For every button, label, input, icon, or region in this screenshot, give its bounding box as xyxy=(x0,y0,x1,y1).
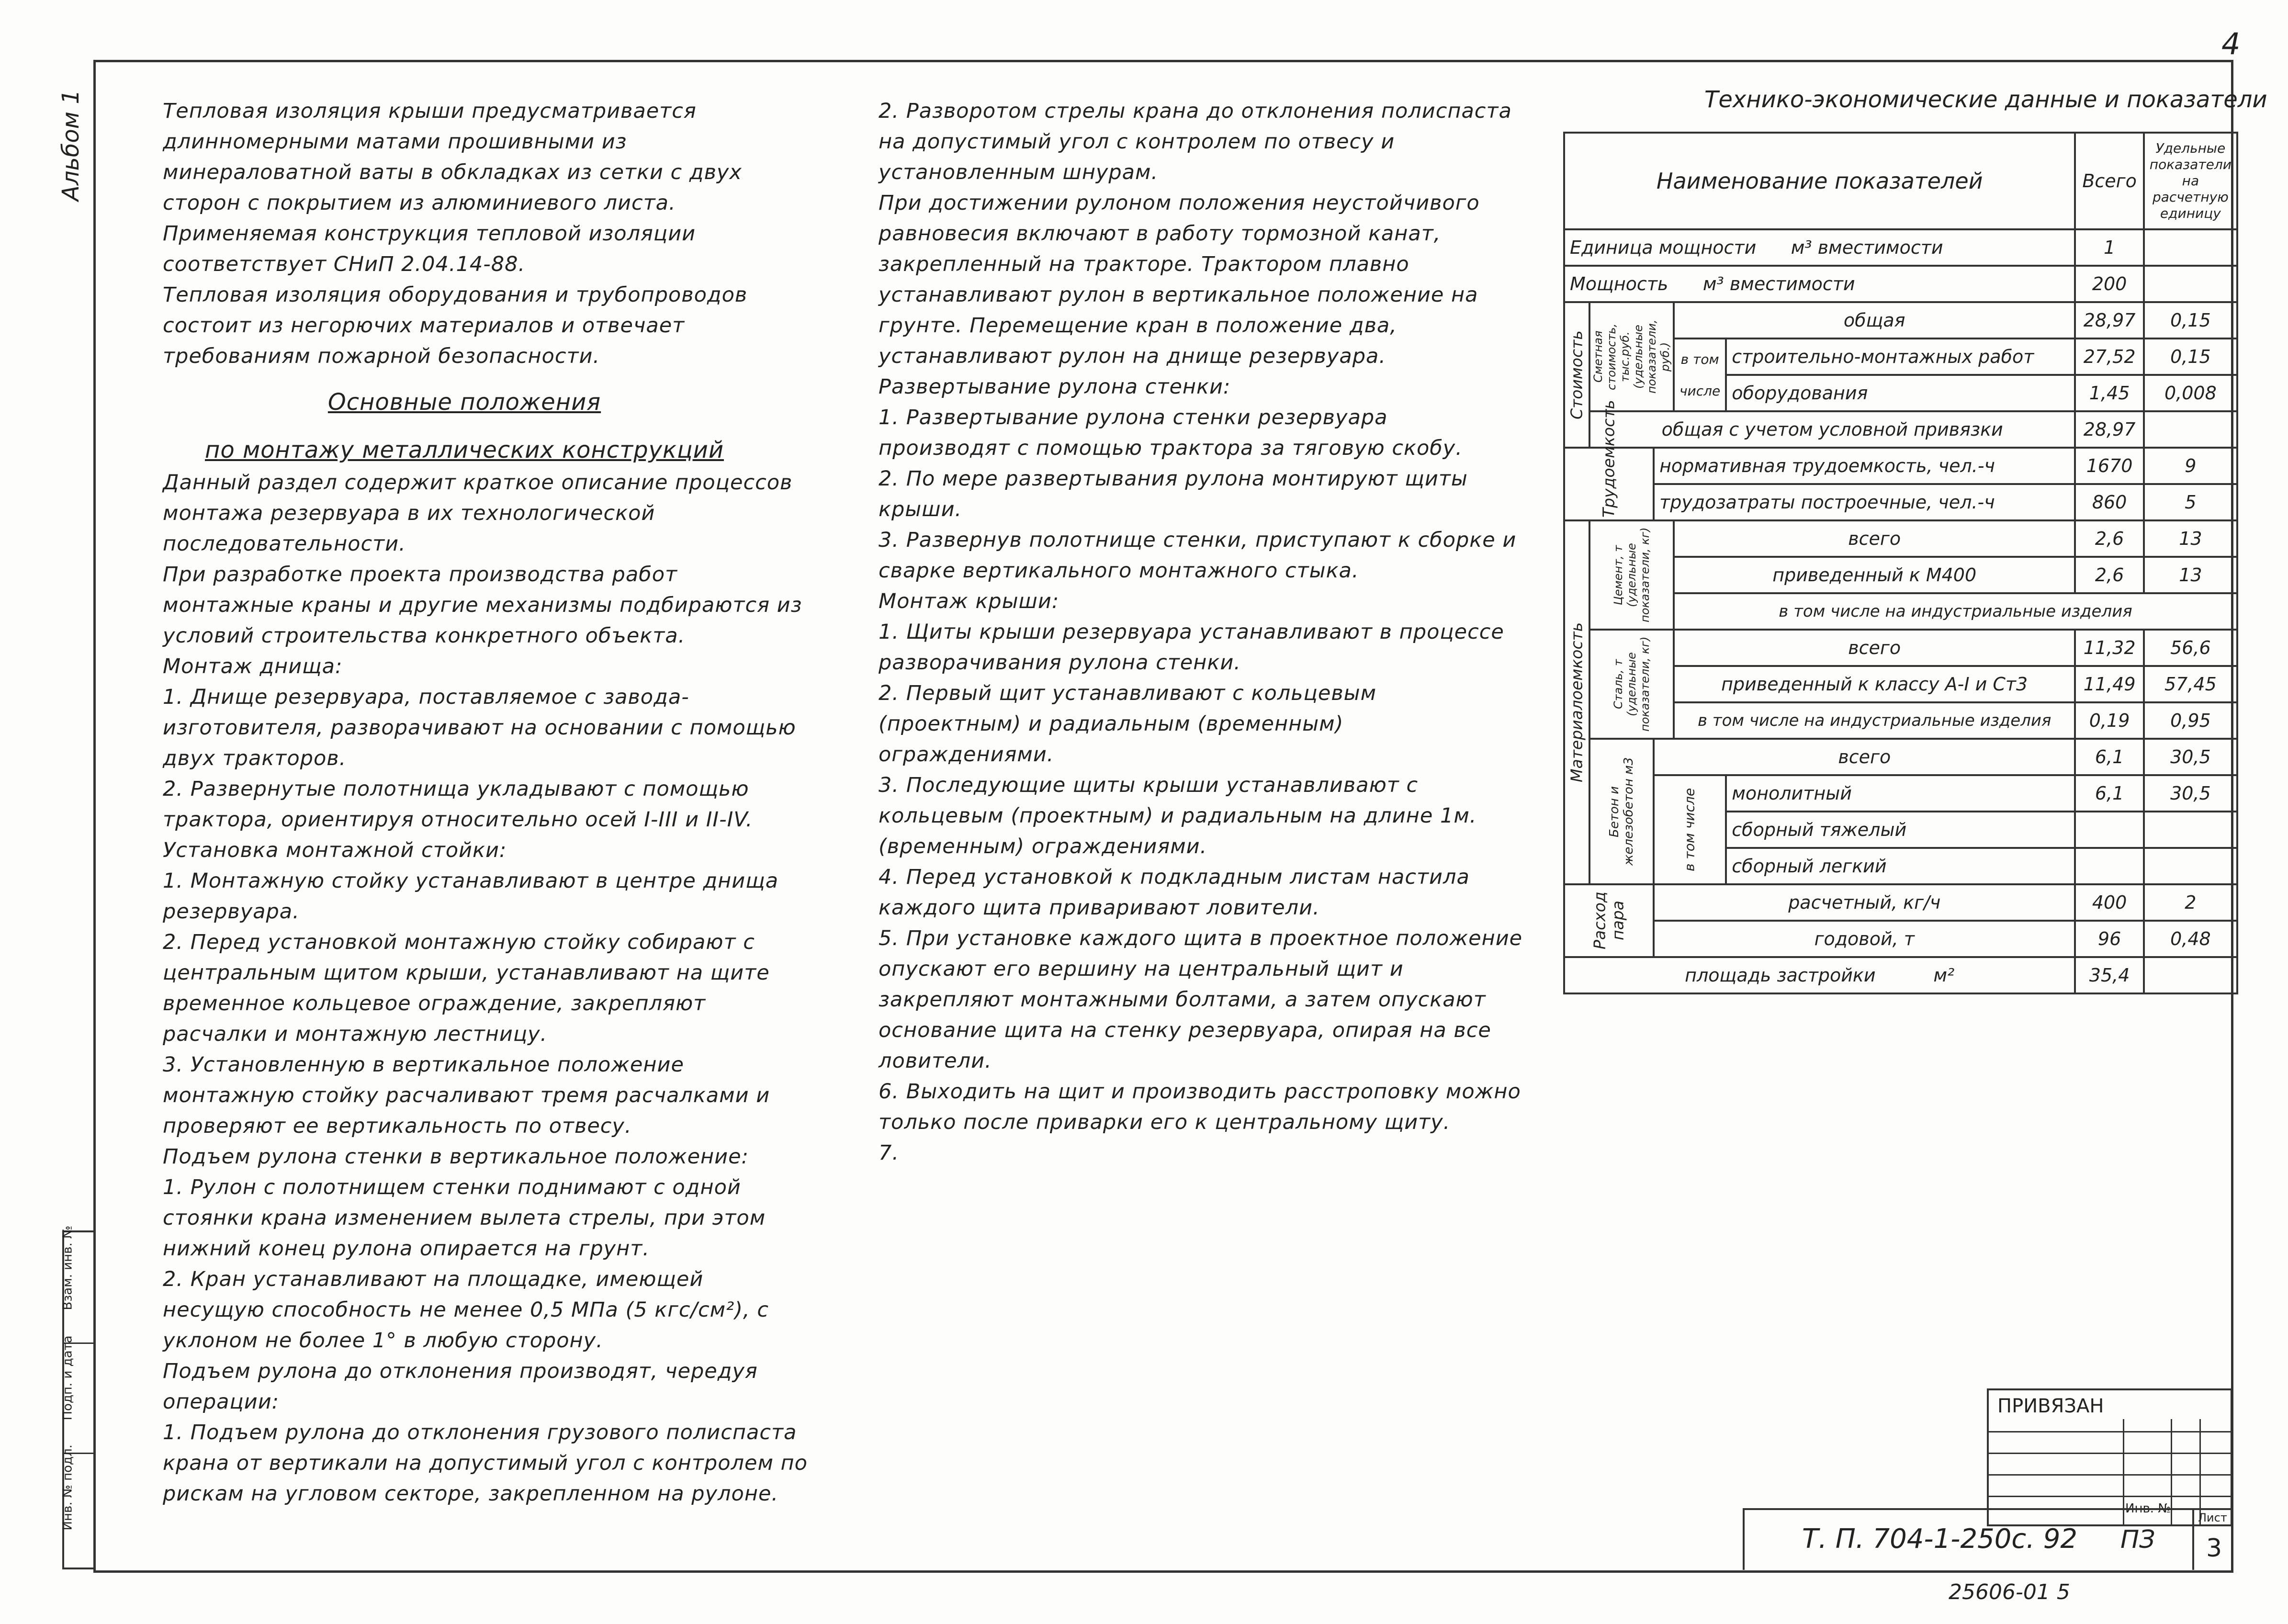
cell-specific xyxy=(2144,957,2237,993)
row-label: Единица мощности м³ вместимости xyxy=(1564,229,2075,266)
side-cell: Подп. и дата xyxy=(64,1342,95,1454)
paragraph: 1. Монтажную стойку устанавливают в центре днища резервуара. xyxy=(163,869,779,924)
subgroup-cement: Цемент, т (удельные показатели, кг) xyxy=(1589,520,1674,630)
cell-total: 2,6 xyxy=(2075,520,2143,557)
cell-total xyxy=(2075,812,2143,848)
privyazan-inv-label: Инв. № xyxy=(2125,1501,2171,1516)
row-label: Мощность м³ вместимости xyxy=(1564,266,2075,302)
table-row xyxy=(1564,921,2237,957)
cell-total: 400 xyxy=(2075,884,2143,921)
table-row xyxy=(1564,957,2237,993)
group-cost: Стоимость xyxy=(1564,302,1589,448)
row-label: расчетный, кг/ч xyxy=(1654,884,2075,921)
cell-total xyxy=(2075,848,2143,884)
cell-specific: 0,15 xyxy=(2144,302,2237,338)
cell-total: 6,1 xyxy=(2075,775,2143,812)
cell-total: 35,4 xyxy=(2075,957,2143,993)
row-label: всего xyxy=(1674,520,2075,557)
header-specific: Удельные показатели на расчетную единицу xyxy=(2144,133,2237,229)
side-cell: Инв. № подл. xyxy=(60,1444,75,1531)
cell-total: 28,97 xyxy=(2075,411,2143,448)
privyazan-line xyxy=(1989,1431,2231,1432)
table-row xyxy=(1564,302,2237,338)
tech-table-title: Технико-экономические данные и показатели xyxy=(1704,86,2267,113)
subgroup-steel: Сталь, т (удельные показатели, кг) xyxy=(1589,630,1674,739)
table-row xyxy=(1564,411,2237,448)
cell-total: 11,49 xyxy=(2075,666,2143,702)
privyazan-label: ПРИВЯЗАН xyxy=(1997,1395,2104,1417)
table-header-row xyxy=(1564,133,2237,229)
paragraph: 3. Установленную в вертикальное положение монтажную стойку расчаливают тремя расчалками и проверяют ее вертикальность по отвесу. xyxy=(163,1053,770,1138)
paragraph: 2. Перед установкой монтажную стойку собирают с центральным щитом крыши, устанавливают на щите временное кольцевое ограждение, закрепляют расчалки и монтажную лестницу. xyxy=(163,930,770,1046)
side-stamp xyxy=(60,1225,95,1569)
privyazan-line xyxy=(1989,1453,2231,1454)
row-label: приведенный к М400 xyxy=(1674,557,2075,593)
album-label: Альбом 1 xyxy=(57,90,84,201)
cell-total: 2,6 xyxy=(2075,557,2143,593)
row-label: сборный легкий xyxy=(1726,848,2075,884)
cell-specific: 30,5 xyxy=(2144,739,2237,775)
row-label: в том числе на индустриальные изделия xyxy=(1674,593,2237,630)
page-number: 4 xyxy=(2221,26,2241,61)
paragraph: 2. Кран устанавливают на площадке, имеющей несущую способность не менее 0,5 МПа (5 кгс/см²), с уклоном не более 1° в любую сторону. xyxy=(163,1267,769,1353)
paragraph: Монтаж крыши: xyxy=(879,589,1059,613)
row-label: общая с учетом условной привязки xyxy=(1589,411,2075,448)
paragraph: 3. Развернув полотнище стенки, приступают к сборке и сварке вертикального монтажного стыка. xyxy=(879,528,1517,583)
cell-total: 860 xyxy=(2075,484,2143,520)
cell-specific: 0,15 xyxy=(2144,338,2237,375)
privyazan-line xyxy=(1989,1496,2231,1497)
header-total: Всего xyxy=(2075,133,2143,229)
group-material: Материалоемкость xyxy=(1564,520,1589,884)
table-row xyxy=(1564,775,2237,812)
row-label: монолитный xyxy=(1726,775,2075,812)
row-label: общая xyxy=(1674,302,2075,338)
table-row xyxy=(1564,266,2237,302)
group-labor: Трудоемкость xyxy=(1564,448,1654,520)
row-label: всего xyxy=(1654,739,2075,775)
paragraph: При достижении рулоном положения неустойчивого равновесия включают в работу тормозной канат, закрепленный на тракторе. Трактором плавно устанавливают рулон в вертикальное положение на грунте. Перемещение кран в положение два, устанавливают рулон на днище резервуара. xyxy=(879,191,1480,368)
row-label: строительно-монтажных работ xyxy=(1726,338,2075,375)
section-heading: по монтажу металлических конструкций xyxy=(204,437,724,463)
row-label: сборный тяжелый xyxy=(1726,812,2075,848)
cell-specific: 0,95 xyxy=(2144,702,2237,739)
row-label: приведенный к классу А-I и Ст3 xyxy=(1674,666,2075,702)
cell-specific xyxy=(2144,812,2237,848)
paragraph: 2. Первый щит устанавливают с кольцевым (проектным) и радиальным (временным) ограждениями. xyxy=(879,681,1377,767)
subgroup-concrete: Бетон и железобетон м3 xyxy=(1589,739,1654,884)
sheet-number-cell xyxy=(2192,1510,2232,1570)
tech-economic-table xyxy=(1563,132,2238,994)
cell-specific: 5 xyxy=(2144,484,2237,520)
cell-specific xyxy=(2144,848,2237,884)
paragraph: При разработке проекта производства работ монтажные краны и другие механизмы подбираются из условий строительства конкретного объекта. xyxy=(163,563,802,648)
document-code: Т. П. 704-1-250с. 92 xyxy=(1802,1523,2077,1555)
paragraph: 3. Последующие щиты крыши устанавливают с кольцевым (проектным) и радиальным на длине 1м. (временным) ограждениями. xyxy=(879,773,1477,858)
table-row xyxy=(1564,884,2237,921)
privyazan-box xyxy=(1987,1388,2232,1526)
text-column-right xyxy=(835,96,1525,1168)
cell-total: 0,19 xyxy=(2075,702,2143,739)
footer-code: 25606-01 5 xyxy=(1949,1580,2070,1604)
row-label: площадь застройки м² xyxy=(1564,957,2075,993)
cell-specific xyxy=(2144,411,2237,448)
cell-total: 27,52 xyxy=(2075,338,2143,375)
cell-specific: 0,48 xyxy=(2144,921,2237,957)
cell-total: 1670 xyxy=(2075,448,2143,484)
paragraph: 7. xyxy=(879,1141,900,1165)
cell-specific: 30,5 xyxy=(2144,775,2237,812)
group-steam: Расход пара xyxy=(1564,884,1654,957)
table-row xyxy=(1564,739,2237,775)
paragraph: 2. Разворотом стрелы крана до отклонения полиспаста на допустимый угол с контролем по отвесу и установленным шнурам. xyxy=(879,99,1512,184)
privyazan-line xyxy=(1989,1474,2231,1476)
side-cell: Взам. инв. № xyxy=(64,1232,95,1344)
subgroup-cost: Сметная стоимость, тыс.руб. (удельные показатели, руб.) xyxy=(1589,302,1674,411)
paragraph: 1. Подъем рулона до отклонения грузового полиспаста крана от вертикали на допустимый угол с контролем по рискам на угловом секторе, закрепленном на рулоне. xyxy=(163,1421,808,1506)
cell-specific: 2 xyxy=(2144,884,2237,921)
cell-specific: 56,6 xyxy=(2144,630,2237,666)
table-row xyxy=(1564,630,2237,666)
paragraph: Данный раздел содержит краткое описание процессов монтажа резервуара в их технологической последовательности. xyxy=(163,471,793,556)
title-block xyxy=(1743,1508,2231,1570)
paragraph: Подъем рулона стенки в вертикальное положение: xyxy=(163,1145,749,1169)
sheet-code: ПЗ xyxy=(2120,1525,2155,1554)
section-heading: Основные положения xyxy=(327,389,601,416)
row-label: оборудования xyxy=(1726,375,2075,411)
cell-total: 1 xyxy=(2075,229,2143,266)
cell-specific: 0,008 xyxy=(2144,375,2237,411)
paragraph: 1. Рулон с полотнищем стенки поднимают с одной стоянки крана изменением вылета стрелы, при этом нижний конец рулона опирается на грунт. xyxy=(163,1175,766,1261)
cell-specific: 13 xyxy=(2144,520,2237,557)
cell-specific xyxy=(2144,229,2237,266)
paragraph: Монтаж днища: xyxy=(163,654,343,678)
cell-specific: 57,45 xyxy=(2144,666,2237,702)
table-row xyxy=(1564,484,2237,520)
header-name: Наименование показателей xyxy=(1564,133,2075,229)
paragraph: 1. Щиты крыши резервуара устанавливают в процессе разворачивания рулона стенки. xyxy=(879,620,1504,675)
paragraph: 2. По мере развертывания рулона монтируют щиты крыши. xyxy=(879,467,1468,521)
incl-label: в том числе xyxy=(1674,338,1726,411)
row-label: нормативная трудоемкость, чел.-ч xyxy=(1654,448,2075,484)
paragraph: 4. Перед установкой к подкладным листам настила каждого щита приваривают ловители. xyxy=(879,865,1470,920)
paragraph: Тепловая изоляция оборудования и трубопроводов состоит из негорючих материалов и отвечает требованиям пожарной безопасности. xyxy=(163,283,748,368)
paragraph: Развертывание рулона стенки: xyxy=(879,375,1231,399)
concrete-incl: в том числе xyxy=(1654,775,1726,884)
cell-specific xyxy=(2144,266,2237,302)
cell-total: 6,1 xyxy=(2075,739,2143,775)
table-row xyxy=(1564,229,2237,266)
text-column-left xyxy=(120,96,809,1509)
paragraph: Установка монтажной стойки: xyxy=(163,838,507,862)
paragraph: 2. Развернутые полотнища укладывают с помощью трактора, ориентируя относительно осей I-III и II-IV. xyxy=(163,777,753,832)
paragraph: 1. Днище резервуара, поставляемое с завода-изготовителя, разворачивают на основании с помощью двух тракторов. xyxy=(163,685,796,770)
cell-total: 28,97 xyxy=(2075,302,2143,338)
cell-total: 11,32 xyxy=(2075,630,2143,666)
sheet-number: 3 xyxy=(2206,1534,2222,1563)
paragraph: 6. Выходить на щит и производить расстроповку можно только после приварки его к центральному щиту. xyxy=(879,1080,1521,1134)
paragraph: 5. При установке каждого щита в проектное положение опускают его вершину на центральный щит и закрепляют монтажными болтами, а затем опускают основание щита на стенку резервуара, опирая на все ловители. xyxy=(879,926,1523,1073)
row-label: в том числе на индустриальные изделия xyxy=(1674,702,2075,739)
paragraph: Применяемая конструкция тепловой изоляции соответствует СНиП 2.04.14-88. xyxy=(163,222,696,276)
cell-total: 1,45 xyxy=(2075,375,2143,411)
table-row xyxy=(1564,520,2237,557)
cell-specific: 13 xyxy=(2144,557,2237,593)
row-label: трудозатраты построечные, чел.-ч xyxy=(1654,484,2075,520)
paragraph: Тепловая изоляция крыши предусматривается длинномерными матами прошивными из минераловатной ваты в обкладках из сетки с двух сторон с покрытием из алюминиевого листа. xyxy=(163,99,742,215)
sheet-label: Лист xyxy=(2198,1511,2227,1524)
paragraph: Подъем рулона до отклонения производят, чередуя операции: xyxy=(163,1359,758,1414)
cell-total: 96 xyxy=(2075,921,2143,957)
row-label: годовой, т xyxy=(1654,921,2075,957)
table-row xyxy=(1564,448,2237,484)
paragraph: 1. Развертывание рулона стенки резервуара производят с помощью трактора за тяговую скобу. xyxy=(879,406,1463,460)
cell-specific: 9 xyxy=(2144,448,2237,484)
cell-total: 200 xyxy=(2075,266,2143,302)
row-label: всего xyxy=(1674,630,2075,666)
